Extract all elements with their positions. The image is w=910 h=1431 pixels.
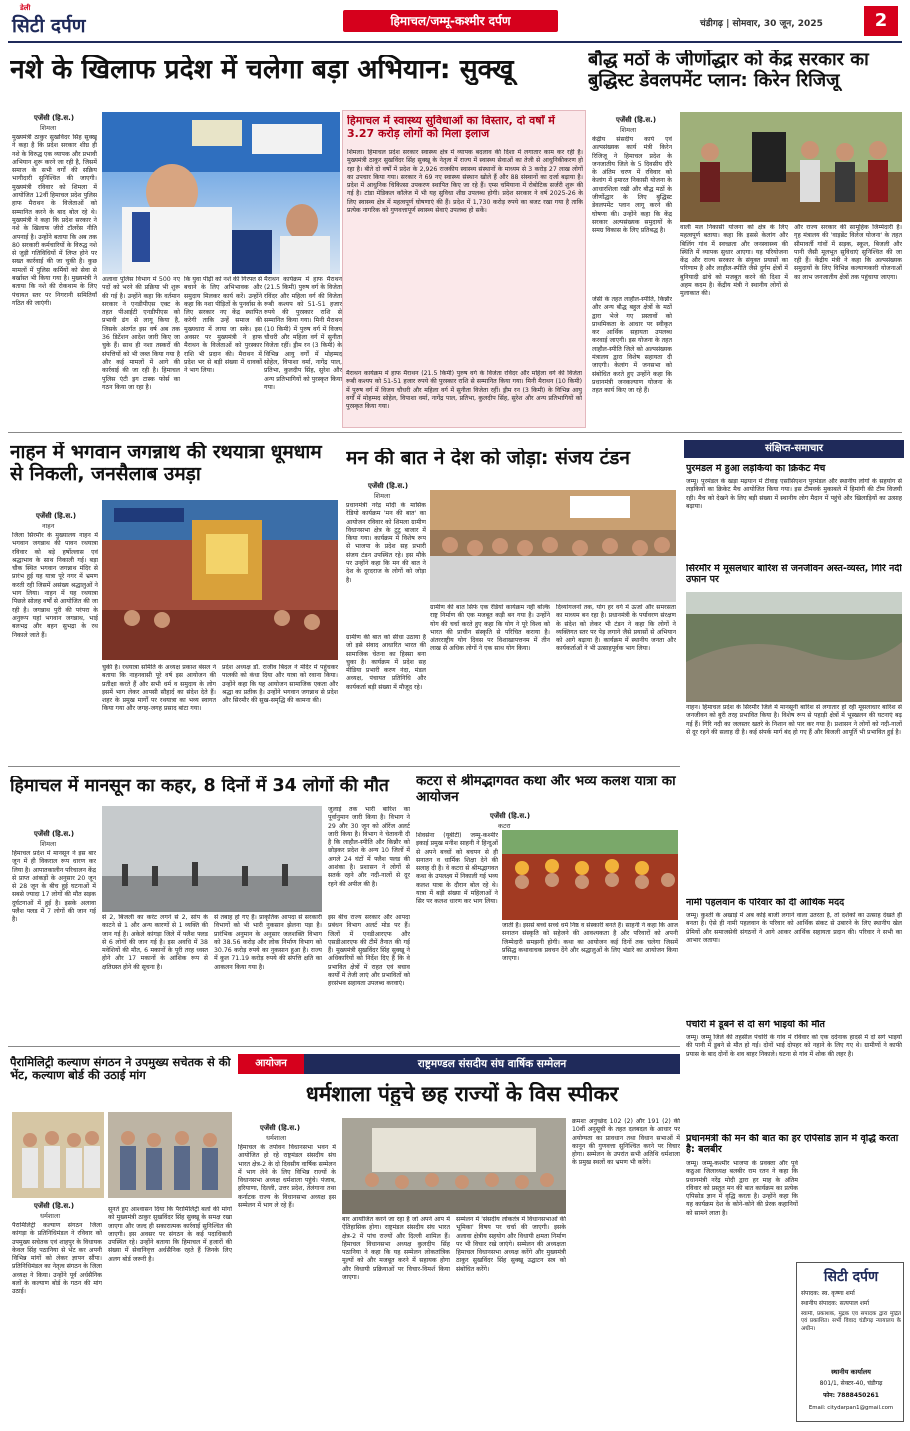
lead-photo-illustration	[102, 112, 340, 274]
imprint-body: स्वामी, प्रकाशक, मुद्रक एवं संपादक द्वारा मुद्रित एवं प्रकाशित। सभी विवाद चंडीगढ़ न्यायालय के अधीन।	[801, 1311, 901, 1332]
lead-byline: एजेंसी (हि.स.)	[34, 114, 75, 122]
monsoon-photo-illustration	[102, 806, 322, 912]
brief-b4: जम्मू। जम्मू जिले की तहसील पंचोरी के गांव में रविवार को एक दर्दनाक हादसे में दो सगे भाइयों की पानी में डूबने से मौत हो गई। दोनों भाई दोपहर को नहाने के लिए गए थे। ग्रामीणों ने काफी प्रयास के बाद दोनों के शव बाहर निकाले। घटना से गांव में शोक की लहर है।	[686, 1034, 902, 1058]
cpa-photo	[342, 1118, 566, 1214]
katra-photo-illustration	[502, 830, 678, 920]
buddhist-place: शिमला	[620, 126, 637, 134]
monsoon-col4: जुलाई तक भारी बारिश का पूर्वानुमान जारी किया है। विभाग ने 29 और 30 जून को ऑरेंज अलर्ट जारी किया है। विभाग ने चेतावनी दी है कि लाहौल-स्पीति और किन्नौर को छोड़कर प्रदेश के अन्य 10 जिलों में अगले 24 घंटों में फ्लैश फ्लड की आशंका है। प्रशासन ने लोगों से सतर्क रहने और नदी-नालों से दूर रहने की अपील की है।	[328, 806, 410, 888]
mannkibaat-col4: दिव्यांगजनों तक, योग हर वर्ग में ऊर्जा और समरसता का माध्यम बन रहा है। प्रधानमंत्री के पर्यावरण संरक्षण के संदेश को लेकर भी टंडन ने कहा कि लोगों ने व्यक्तिगत स्तर पर पेड़ लगाने जैसे प्रयासों से अभियान को आगे बढ़ाया है। कार्यक्रम में स्थानीय जनता और कार्यकर्ताओं ने भी उत्साहपूर्वक भाग लिया।	[556, 604, 676, 653]
mannkibaat-photo-illustration	[430, 490, 676, 602]
brief-b2: नाहन। हिमाचल प्रदेश के सिरमौर जिले में मानसूनी बारिश से लगातार हो रही मूसलाधार बारिश से जनजीवन को बुरी तरह प्रभावित किया है। विशेष रूप से पहाड़ी क्षेत्रों में भूस्खलन की घटनाएं बढ़ गई हैं। गिरि नदी का जलस्तर खतरे के निशान को पार कर गया है। प्रशासन ने लोगों को नदी-नालों से दूर रहने की सलाह दी है। कई संपर्क मार्ग बंद हो गए हैं और बिजली आपूर्ति भी प्रभावित हुई है।	[686, 704, 902, 736]
cpa-banner: राष्ट्रमण्डल संसदीय संघ वार्षिक सम्मेलन	[304, 1054, 680, 1074]
buddhist-col4: और राज्य सरकार की सामूहिक जिम्मेदारी है। गृह मंत्रालय की 'वाइब्रेंट विलेज योजना' के तहत सीमावर्ती गांवों में सड़क, स्कूल, बिजली और पानी जैसी मूलभूत सुविधाएं सुनिश्चित की जा रही हैं। केंद्रीय मंत्री ने कहा कि अल्पसंख्यक समुदायों के लिए विभिन्न कल्याणकारी योजनाओं का लाभ जनजातीय क्षेत्रों तक पहुंचाया जाएगा।	[794, 224, 902, 281]
brief-h2: सिरमौर में मूसलधार बारिश से जनजीवन अस्त-व्यस्त, गिरि नदी उफान पर	[686, 564, 902, 585]
rath-photo	[102, 500, 338, 660]
mannkibaat-headline: मन की बात ने देश को जोड़ा: संजय टंडन	[346, 448, 630, 469]
katra-byline: एजेंसी (हि.स.)	[490, 812, 531, 820]
lead-col4-continued: मैराथन कार्यक्रम में हाफ मैराथन (21.5 किमी) पुरुष वर्ग के विजेता रविंदर और महिला वर्ग की विजेता रूबी कश्यप को 51-51 हजार रुपये की पुरस्कार राशि से सम्मानित किया गया। मिनी मैराथन (10 किमी) में पुरुष वर्ग में विजय चौधरी और महिला वर्ग में सुनीता विजेता रहीं। ड्रीम रन (3 किमी) के विभिन्न आयु वर्गों में मोहम्मद सोहेल, विपाशा वर्मा, नागेंद्र पाल, प्रतिभा, कुलदीप सिंह, सुरेश और अन्य प्रतिभागियों को पुरस्कृत किया गया।	[346, 370, 582, 411]
brief-header: संक्षिप्त-समाचार	[684, 440, 904, 458]
brief-h1: पुरमंडल में हुआ लड़कियों का क्रिकेट मैच	[686, 464, 826, 474]
monsoon-col3: से तबाह हो गए हैं। प्राकृतिक आपदा से सरकारी विभागों को भी भारी नुकसान झेलना पड़ा है। प्रारंभिक अनुमान के अनुसार जलशक्ति विभाग को 38.56 करोड़ और लोक निर्माण विभाग को 30.76 करोड़ रुपये का नुकसान हुआ है। राज्य में कुल 71.19 करोड़ रुपये की संपत्ति क्षति का आकलन किया गया है।	[214, 914, 322, 971]
buddhist-col3: वाली मल निकासी योजना को क्षेत्र के लिए महत्वपूर्ण बताया। कहा कि इससे केलांग और बिलिंग गांव में स्वच्छता और जनस्वास्थ्य की स्थिति में व्यापक सुधार आएगा। यह परियोजना केंद्र और राज्य सरकार के संयुक्त प्रयासों का परिणाम है और लाहौल-स्पीति जैसे दुर्गम क्षेत्रों में बुनियादी ढांचे को मजबूत करने की दिशा में अहम कदम है। केंद्रीय मंत्री ने स्थानीय लोगों से मुलाकात की।	[680, 224, 788, 298]
imprint-box	[796, 1262, 904, 1422]
brief-h4: पंचोरी में डूबने से दो सगे भाइयों की मौत	[686, 1020, 825, 1030]
imprint-role-local-editor: स्थानीय संपादक: सत्यपाल शर्मा	[801, 1300, 870, 1307]
katra-col1: शिवसेना (यूबीटी) जम्मू-कश्मीर इकाई प्रमुख मनीश साहनी ने हिन्दुओं से अपने बच्चों को बचपन से ही सनातन व धार्मिक शिक्षा देने की सलाह दी है। वे कटरा से श्रीमद्भागवत कथा के उपलक्ष्य में निकाली गई भव्य कलश यात्रा के दौरान बोल रहे थे। यात्रा में बड़ी संख्या में महिलाओं ने सिर पर कलश धारण कर भाग लिया।	[416, 832, 498, 906]
mannkibaat-photo	[430, 490, 676, 602]
monsoon-col2: से 2, बिजली का करंट लगने से 2, सांप के काटने से 1 और अन्य कारणों से 1 व्यक्ति की जान गई है। अकेले कांगड़ा जिले में फ्लैश फ्लड से 6 लोगों की जान गई है। इस अवधि में 38 मवेशियों की मौत, 6 मकानों के पूरी तरह ध्वस्त होने और 17 मकानों के आंशिक रूप से क्षतिग्रस्त होने की सूचना है।	[102, 914, 208, 971]
masthead-brand-small: डेली	[20, 4, 31, 12]
rath-headline: नाहन में भगवान जगन्नाथ की रथयात्रा धूमधाम से निकली, जनसैलाब उमड़ा	[10, 442, 322, 485]
pmcmf-photo-left	[12, 1112, 104, 1198]
mannkibaat-byline: एजेंसी (हि.स.)	[368, 482, 409, 490]
lead-photo	[102, 112, 340, 274]
pmcmf-col1: पैरामिलिट्री कल्याण संगठन जिला कांगड़ा के प्रतिनिधिमंडल ने रविवार को उपमुख्य सचेतक एवं शाहपुर के विधायक केवल सिंह पठानिया से भेंट कर अपनी विभिन्न मांगों को लेकर ज्ञापन सौंपा। प्रतिनिधिमंडल का नेतृत्व संगठन के जिला अध्यक्ष ने किया। उन्होंने पूर्व अर्धसैनिक बलों के कल्याण बोर्ड के गठन की मांग उठाई।	[12, 1222, 102, 1296]
katra-photo	[502, 830, 678, 920]
cpa-photo-illustration	[342, 1118, 566, 1214]
buddhist-headline: बौद्ध मठों के जीर्णोद्धार को केंद्र सरकार का बुद्धिस्ट डेवलपमेंट प्लान: किरेन रिजिजू	[588, 50, 869, 91]
lead-place: शिमला	[40, 124, 57, 132]
masthead-brand: सिटी दर्पण	[12, 15, 86, 37]
brief-b5: जम्मू। जम्मू-कश्मीर भाजपा के प्रवक्ता और पूर्व कठुआ जिलाध्यक्ष बलबीर राम रतन ने कहा कि प्रधानमंत्री नरेंद्र मोदी द्वारा हर माह के अंतिम रविवार को प्रस्तुत मन की बात कार्यक्रम का प्रत्येक एपिसोड ज्ञान में वृद्धि करता है। उन्होंने कहा कि यह कार्यक्रम देश के कोने-कोने की प्रेरक कहानियों को सामने लाता है।	[686, 1160, 798, 1217]
pmcmf-photo-right	[108, 1112, 232, 1198]
dateline: चंडीगढ़ | सोमवार, 30 जून, 2025	[700, 19, 823, 29]
masthead	[0, 0, 910, 42]
cpa-col1: हिमाचल के तपोवन विधानसभा भवन में आयोजित हो रहे राष्ट्रमंडल संसदीय संघ भारत क्षेत्र-2 के दो दिवसीय वार्षिक सम्मेलन में भाग लेने के लिए विभिन्न राज्यों के विधानसभा अध्यक्ष धर्मशाला पहुंचे। पंजाब, हरियाणा, दिल्ली, उत्तर प्रदेश, तेलंगाना तथा कर्नाटक राज्य के विधानसभा अध्यक्ष इस सम्मेलन में भाग ले रहे हैं।	[238, 1144, 336, 1210]
monsoon-photo	[102, 806, 322, 912]
lead-headline: नशे के खिलाफ प्रदेश में चलेगा बड़ा अभियान: सुक्खू	[10, 55, 514, 85]
brief-h5: प्रधानमंत्री की मन की बात का हर एपिसोड ज्ञान में वृद्धि करता है: बलबीर	[686, 1134, 899, 1155]
rath-col3: प्रदेश अध्यक्ष डॉ. राजीव बिंदल ने मंदिर में पहुंचकर पालकी को कंधा दिया और यात्रा को रवाना किया। उन्होंने कहा कि यह आयोजन सामाजिक एकता और श्रद्धा का प्रतीक है। उन्होंने भगवान जगन्नाथ से प्रदेश और सिरमौर की सुख-समृद्धि की कामना की।	[222, 664, 338, 705]
imprint-email: Email: citydarpan1@gmail.com	[808, 1405, 894, 1411]
monsoon-col1: हिमाचल प्रदेश में मानसून ने इस बार जून में ही विकराल रूप धारण कर लिया है। आपातकालीन परिचालन केंद्र से प्राप्त आंकड़ों के अनुसार 20 जून से 28 जून के बीच हुई घटनाओं में सबसे ज्यादा 17 लोगों की मौत सड़क दुर्घटनाओं में हुई है। इसके अलावा फ्लैश फ्लड में 7 लोगों की जान गई है।	[12, 850, 96, 924]
monsoon-headline: हिमाचल में मानसून का कहर, 8 दिनों में 34 लोगों की मौत	[10, 776, 389, 796]
row-divider-1	[8, 432, 902, 433]
health-headline: हिमाचल में स्वास्थ्य सुविधाओं का विस्तार, दो वर्षों में 3.27 करोड़ लोगों को मिला इलाज	[347, 115, 555, 140]
mannkibaat-col3: ग्रामीण की बात सिर्फ एक रेडियो कार्यक्रम नहीं बल्कि राष्ट्र निर्माण की एक मजबूत कड़ी बन गया है। उन्होंने योग की चर्चा करते हुए कहा कि योग ने पूरे विश्व को भारत की प्राचीन संस्कृति से परिचित कराया है। अंतरराष्ट्रीय योग दिवस पर विशाखापत्तनम में तीन लाख से अधिक लोगों ने एक साथ योग किया।	[430, 604, 550, 653]
rath-byline: एजेंसी (हि.स.)	[36, 512, 77, 520]
pmcmf-byline: एजेंसी (हि.स.)	[34, 1202, 75, 1210]
mannkibaat-col2: ग्रामीण की बात को सीधा उठाया है जो इसे संवाद आधारित भारत की सामाजिक चेतना का हिस्सा बना चुका है। कार्यक्रम में प्रदेश सह मीडिया प्रभारी करण नंदा, मंडल अध्यक्ष, पंचायत प्रतिनिधि और कार्यकर्ता बड़ी संख्या में मौजूद रहे।	[346, 634, 426, 691]
pmcmf-col2: सुनते हुए आश्वासन दिया कि पैरामिलिट्री बलों की मांगों को मुख्यमंत्री ठाकुर सुखविंदर सिंह सुक्खू के समक्ष रखा जाएगा और जल्द ही सकारात्मक कार्रवाई सुनिश्चित की जाएगी। इस अवसर पर संगठन के कई पदाधिकारी उपस्थित रहे। उन्होंने बताया कि हिमाचल में हजारों की संख्या में सेवानिवृत्त अर्धसैनिक रहते हैं जिनके लिए अलग बोर्ड जरूरी है।	[108, 1206, 232, 1263]
monsoon-byline: एजेंसी (हि.स.)	[34, 830, 75, 838]
page-number: 2	[864, 6, 898, 36]
buddhist-byline: एजेंसी (हि.स.)	[616, 116, 657, 124]
row-divider-3	[8, 1046, 680, 1047]
rath-col2: चुकी है। रथयात्रा समिति के अध्यक्ष प्रकाश बंसल ने बताया कि नाहनवासी पूरे वर्ष इस आयोजन की प्रतीक्षा करते हैं और सभी धर्म व समुदाय के लोग इसमें भाग लेकर आपसी सौहार्द का संदेश देते हैं। शहर के प्रमुख मार्गों पर रथयात्रा का भव्य स्वागत किया गया और जगह-जगह प्रसाद बांटा गया।	[102, 664, 216, 713]
cpa-headline: धर्मशाला पंहुचे छह राज्यों के विस स्पीकर	[305, 1082, 619, 1106]
cpa-place: धर्मशाला	[266, 1134, 287, 1142]
pmcmf-place: धर्मशाला	[40, 1212, 61, 1220]
lead-col4: मैराथन कार्यक्रम में हाफ मैराथन (21.5 किमी) पुरुष वर्ग के विजेता रविंदर और महिला वर्ग की विजेता रूबी कश्यप को 51-51 हजार रुपये की पुरस्कार राशि से सम्मानित किया गया। मिनी मैराथन (10 किमी) में पुरुष वर्ग में विजय चौधरी और महिला वर्ग में सुनीता विजेता रहीं। ड्रीम रन (3 किमी) के विभिन्न आयु वर्गों में मोहम्मद सोहेल, विपाशा वर्मा, नागेंद्र पाल, प्रतिभा, कुलदीप सिंह, सुरेश और अन्य प्रतिभागियों को पुरस्कृत किया गया।	[264, 276, 342, 391]
buddhist-photo-illustration	[680, 112, 902, 222]
health-body: शिमला। हिमाचल प्रदेश सरकार स्वास्थ्य क्षेत्र में व्यापक बदलाव की दिशा में लगातार काम कर रही है। मुख्यमंत्री ठाकुर सुखविंदर सिंह सुक्खू के नेतृत्व में राज्य में स्वास्थ्य सेवाओं का तेजी से आधुनिकीकरण हो रहा है। बीते दो वर्षों में प्रदेश के 2,926 राजकीय स्वास्थ्य संस्थानों के माध्यम से 3 करोड़ 27 लाख लोगों का उपचार किया गया। सरकार ने 69 नए स्वास्थ्य संस्थान खोले हैं और 88 संस्थानों का दर्जा बढ़ाया है। प्रदेश में आधुनिक चिकित्सा उपकरण स्थापित किए जा रहे हैं। एम्स चमियाना में रोबोटिक सर्जरी शुरू की गई है। टांडा मेडिकल कॉलेज में भी यह सुविधा शीघ्र उपलब्ध होगी। प्रदेश सरकार ने वर्ष 2025-26 के लिए स्वास्थ्य क्षेत्र में महत्वपूर्ण घोषणाएं की हैं। प्रदेश में 1,730 करोड़ रुपये का बजट रखा गया है ताकि प्रत्येक नागरिक को गुणवत्तापूर्ण स्वास्थ्य सेवाएं उपलब्ध हो सकें।	[347, 149, 583, 215]
rath-place: नाहन	[42, 522, 55, 530]
masthead-logo	[12, 4, 112, 38]
pmcmf-left-illustration	[12, 1112, 104, 1198]
lead-col2: अलावा पुलिस विभाग में 500 नए पदों को भरने की प्रक्रिया भी शुरू की गई है। उन्होंने कहा कि वर्तमान सरकार ने एनडीपीएस एक्ट के तहत पीआईटी एनडीपीएस को प्रभावी ढंग से लागू किया है, जिसके अंतर्गत इस वर्ष अब तक 36 डिटेंशन आदेश जारी किए जा चुके हैं। साथ ही नशा तस्करों की संपत्तियों को भी जब्त किया गया है और कई मामलों में आगे की कार्रवाई की जा रही है। हिमाचल पुलिस एंटी ड्रग टास्क फोर्स का गठन किया जा रहा है।	[102, 276, 180, 391]
katra-col2: जाती है। इससे बच्चे सच्चे धर्म निष्ठ व संस्कारी बनते हैं। साहनी ने कहा कि आज सनातन संस्कृति को सहेजने की आवश्यकता है और परिवारों को अपनी जिम्मेदारी समझनी होगी। कथा का आयोजन कई दिनों तक चलेगा जिसमें प्रसिद्ध कथावाचक प्रवचन देंगे और श्रद्धालुओं के लिए भंडारे का आयोजन किया जाएगा।	[502, 922, 678, 963]
monsoon-place: शिमला	[40, 840, 57, 848]
masthead-rule	[8, 41, 902, 43]
row-divider-2	[8, 766, 680, 767]
rath-photo-illustration	[102, 500, 338, 660]
brief-b1: जम्मू। पुरमंडल के खड़ा मढ़यान में टीवाइ एसोसिएशन पुरमंडल और स्थानीय लोगों के सहयोग से लड़कियों का क्रिकेट मैच आयोजित किया गया। इस टीमवर्क मुकाबले में हिमांगी की टीम विजयी रही। मैच को देखने के लिए बड़ी संख्या में स्थानीय लोग मैदान में पहुंचे और खिलाड़ियों का उत्साह बढ़ाया।	[686, 478, 902, 510]
buddhist-photo	[680, 112, 902, 222]
imprint-phone: फोन: 7888450261	[823, 1392, 879, 1399]
cpa-col3: सम्मेलन में 'संसदीय लोकतंत्र में विधानसभाओं की भूमिका' विषय पर चर्चा की जाएगी। इसके अलावा क्षेत्रीय सहयोग और विधायी क्षमता निर्माण पर भी विचार रखे जाएंगे। सम्मेलन की अध्यक्षता हिमाचल विधानसभा अध्यक्ष करेंगे और मुख्यमंत्री ठाकुर सुखविंदर सिंह सुक्खू उद्घाटन सत्र को संबोधित करेंगे।	[456, 1216, 566, 1273]
imprint-brand: सिटी दर्पण	[823, 1269, 879, 1285]
katra-place: कटरा	[498, 822, 511, 830]
cpa-tag: आयोजन	[238, 1054, 304, 1074]
buddhist-col2: जेंसी के तहत लाहौल-स्पीति, किन्नौर और अन्य बौद्ध बहुल क्षेत्रों के मठों द्वारा भेजे गए प्रस्तावों को प्राथमिकता के आधार पर स्वीकृत कर आर्थिक सहायता उपलब्ध करवाई जाएगी। इस योजना के तहत लाहौल-स्पीति जिले को अल्पसंख्यक मंत्रालय द्वारा विशेष सहायता दी जाएगी। केलांग में जनसभा को संबोधित करते हुए उन्होंने कहा कि प्रधानमंत्री जनकल्याण योजना के तहत कार्य किए जा रहे हैं।	[592, 296, 672, 395]
imprint-role-editor: संपादक: स्व. कृष्णा शर्मा	[801, 1290, 855, 1297]
mannkibaat-col1: प्रधानमंत्री नरेंद्र मोदी के मासिक रेडियो कार्यक्रम 'मन की बात' का आयोजन रविवार को शिमला ग्रामीण विधानसभा क्षेत्र के टुटु बाजार में किया गया। कार्यक्रम में विशेष रूप से भाजपा के प्रदेश सह प्रभारी संजय टंडन उपस्थित रहे। इस मौके पर उन्होंने कहा कि मन की बात ने देश के दूरदराज के लोगों को जोड़ा है।	[346, 502, 426, 584]
cpa-byline: एजेंसी (हि.स.)	[260, 1124, 301, 1132]
pmcmf-headline: पैरामिलिट्री कल्याण संगठन ने उपमुख्य सचेतक से की भेंट, कल्याण बोर्ड की उठाई मांग	[10, 1056, 231, 1083]
brief-b3: जम्मू। कुश्ती के अखाड़े में अब कोई बाजी लगाने वाला उतरता है, तो दर्शकों का उत्साह देखते ही बनता है। ऐसे ही नामी पहलवान के परिवार को आर्थिक संकट से उबारने के लिए स्थानीय खेल प्रेमियों और समाजसेवी संगठनों ने आगे आकर आर्थिक सहायता प्रदान की। परिवार ने सभी का आभार जताया।	[686, 912, 902, 944]
cpa-col4: क्रमशः अनुच्छेद 102 (2) और 191 (2) की 10वीं अनुसूची के तहत दलबदल के आधार पर अयोग्यता का प्रावधान तथा विधान सभाओं में कानून की गुणवत्ता सुनिश्चित करने पर विचार होगा। सम्मेलन के उपरांत सभी अतिथि धर्मशाला के प्रमुख स्थलों का भ्रमण भी करेंगे।	[572, 1118, 680, 1167]
imprint-address: 801/1, सेक्टर-40, चंडीगढ़	[819, 1380, 883, 1387]
buddhist-col1: केंद्रीय संसदीय कार्य एवं अल्पसंख्यक कार्य मंत्री किरेन रिजिजू ने हिमाचल प्रदेश के जनजातीय जिले के 5 दिवसीय दौरे के अंतिम चरण में रविवार को केलांग में इमारत निकासी योजना के आधारशिला रखी और बौद्ध मठों के जीर्णोद्धार के लिए बुद्धिस्ट डेवलपमेंट प्लान लागू करने की घोषणा की। उन्होंने कहा कि केंद्र सरकार अल्पसंख्यक समुदायों के समग्र विकास के लिए प्रतिबद्ध है।	[592, 136, 672, 235]
lead-col3: कि युवा पीढ़ी को नशे की गिरफ्त से बचाने के लिए अभिभावक और समुदाय मिलकर कार्य करें। उन्होंने कहा कि नशा पीड़ितों के पुनर्वास के लिए सरकार नए केंद्र स्थापित करेगी ताकि उन्हें समाज की मुख्यधारा में लाया जा सके। इस अवसर पर मुख्यमंत्री ने हाफ मैराथन के विजेताओं को पुरस्कार राशि भी प्रदान की। मैराथन में प्रदेश भर से बड़ी संख्या में धावकों ने भाग लिया।	[184, 276, 262, 375]
brief-panel	[684, 440, 904, 1258]
section-banner: हिमाचल/जम्मू-कश्मीर दर्पण	[343, 10, 558, 32]
brief-photo-river	[686, 592, 902, 702]
pmcmf-right-illustration	[108, 1112, 232, 1198]
brief-h3: नामी पहलवान के परिवार को दी आर्थिक मदद	[686, 898, 845, 908]
monsoon-col5: इस बीच राज्य सरकार और आपदा प्रबंधन विभाग अलर्ट मोड पर हैं। जिलों में एनडीआरएफ और एसडीआरएफ की टीमें तैनात की गई हैं। मुख्यमंत्री सुखविंदर सिंह सुक्खू ने अधिकारियों को निर्देश दिए हैं कि वे प्रभावित क्षेत्रों में राहत एवं बचाव कार्यों में तेजी लाएं और प्रभावितों को हरसंभव सहायता उपलब्ध करवाएं।	[328, 914, 410, 988]
rath-col1: जिला सिरमौर के मुख्यालय नाहन में भगवान जगन्नाथ की पावन रथयात्रा रविवार को बड़े हर्षोल्लास एवं श्रद्धाभाव के साथ निकाली गई। बड़ा चौक स्थित भगवान जगन्नाथ मंदिर से प्रारंभ हुई यह यात्रा पूरे नगर में भ्रमण करती रही जिसमें असंख्य श्रद्धालुओं ने भाग लिया। नाहन में यह रथयात्रा पिछले सोलह वर्षों से आयोजित की जा रही है। जगन्नाथ पुरी की परंपरा के अनुरूप यहां भगवान जगन्नाथ, भाई बलभद्र और बहन सुभद्रा के रथ निकाले जाते हैं।	[12, 532, 98, 639]
cpa-col2: बार आयोजित करने जा रहा है जो अपने आप में ऐतिहासिक होगा। राष्ट्रमंडल संसदीय संघ भारत क्षेत्र-2 में पांच राज्यों और दिल्ली शामिल हैं। हिमाचल विधानसभा अध्यक्ष कुलदीप सिंह पठानिया ने कहा कि यह सम्मेलन लोकतांत्रिक मूल्यों को और मजबूत करने में सहायक होगा और विधायी प्रक्रियाओं पर विचार-विमर्श किया जाएगा।	[342, 1216, 450, 1282]
katra-headline: कटरा से श्रीमद्भागवत कथा और भव्य कलश यात्रा का आयोजन	[416, 774, 676, 805]
brief-river-illustration	[686, 592, 902, 702]
imprint-office: स्थानीय कार्यालय	[831, 1368, 871, 1376]
mannkibaat-place: शिमला	[374, 492, 391, 500]
lead-col1: मुख्यमंत्री ठाकुर सुखविंदर सिंह सुक्खू ने कहा है कि प्रदेश सरकार शीघ्र ही नशे के विरुद्ध एक व्यापक और प्रभावी अभियान शुरू करने जा रही है, जिसमें समाज के सभी वर्गों की सक्रिय भागीदारी सुनिश्चित की जाएगी। मुख्यमंत्री रविवार को शिमला में आयोजित 12वीं हिमाचल प्रदेश पुलिस हाफ मैराथन के विजेताओं को सम्मानित करने के बाद बोल रहे थे। मुख्यमंत्री ने कहा कि प्रदेश सरकार ने नशे के खिलाफ जीरो टॉलरेंस नीति अपनाई है। उन्होंने बताया कि अब तक 80 सरकारी कर्मचारियों के विरुद्ध नशे से जुड़ी गतिविधियों में लिप्त होने पर सख्त कार्रवाई की जा चुकी है। कुछ मामलों में पुलिस कर्मियों को सेवा से बर्खास्त भी किया गया है। मुख्यमंत्री ने बताया कि नशे की रोकथाम के लिए पंचायत स्तर पर निगरानी समितियाँ गठित की जाएंगी।	[12, 134, 97, 307]
